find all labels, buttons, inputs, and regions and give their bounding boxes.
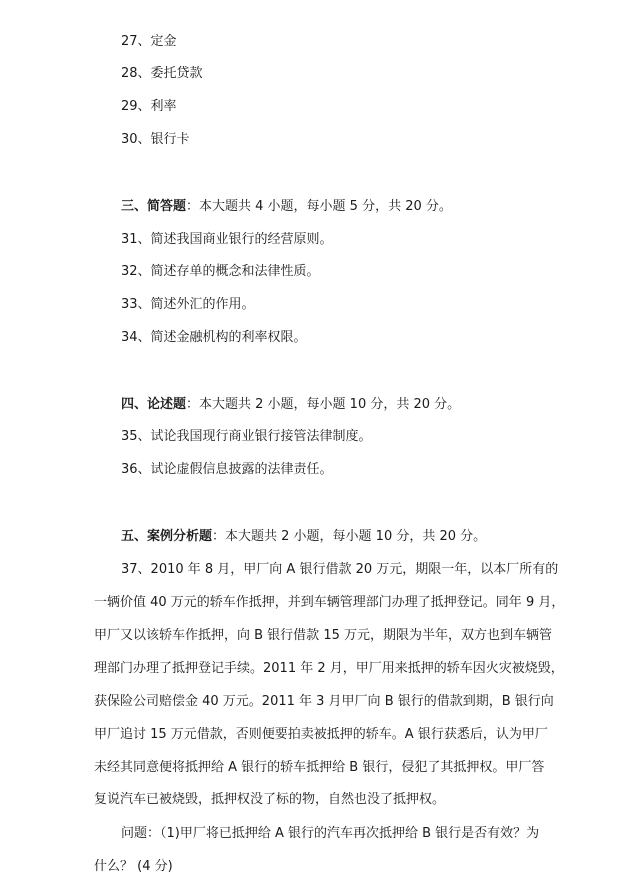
case-text-line: 甲厂追讨 15 万元借款，否则便要拍卖被抵押的轿车。A 银行获悉后，认为甲厂 [94, 727, 548, 742]
case-text-line: 一辆价值 40 万元的轿车作抵押，并到车辆管理部门办理了抵押登记。同年 9 月， [94, 595, 565, 610]
section-description: ：本大题共 4 小题，每小题 5 分，共 20 分。 [186, 199, 452, 214]
term-item: 28、委托贷款 [121, 66, 203, 81]
term-item: 27、定金 [121, 34, 177, 49]
question-item: 36、试论虚假信息披露的法律责任。 [121, 462, 333, 477]
case-text-line: 复说汽车已被烧毁，抵押权没了标的物，自然也没了抵押权。 [94, 792, 446, 807]
section-description: ：本大题共 2 小题，每小题 10 分，共 20 分。 [186, 397, 461, 412]
question-item: 33、简述外汇的作用。 [121, 297, 255, 312]
case-text-line: 获保险公司赔偿金 40 万元。2011 年 3 月甲厂向 B 银行的借款到期，B 银行向 [94, 694, 554, 709]
case-text-line: 未经其同意便将抵押给 A 银行的轿车抵押给 B 银行，侵犯了其抵押权。甲厂答 [94, 760, 545, 775]
section-label: 三、简答题 [121, 199, 187, 214]
section-label: 五、案例分析题 [121, 529, 213, 544]
section-label: 四、论述题 [121, 397, 187, 412]
case-question-line: 什么？ (4 分) [94, 859, 173, 874]
question-item: 31、简述我国商业银行的经营原则。 [121, 232, 333, 247]
section-heading-essay [121, 397, 460, 413]
case-question-line: 问题：（1)甲厂将已抵押给 A 银行的汽车再次抵押给 B 银行是否有效？为 [121, 826, 540, 841]
section-heading-short-answer [121, 199, 452, 215]
section-heading-case-analysis [121, 529, 486, 545]
question-item: 32、简述存单的概念和法律性质。 [121, 264, 320, 279]
case-text-line: 37、2010 年 8 月，甲厂向 A 银行借款 20 万元，期限一年，以本厂所有的 [121, 562, 559, 577]
question-item: 34、简述金融机构的利率权限。 [121, 330, 307, 345]
term-item: 29、利率 [121, 99, 177, 114]
term-item: 30、银行卡 [121, 132, 190, 147]
section-description: ：本大题共 2 小题，每小题 10 分，共 20 分。 [212, 529, 487, 544]
question-item: 35、试论我国现行商业银行接管法律制度。 [121, 429, 372, 444]
case-text-line: 理部门办理了抵押登记手续。2011 年 2 月，甲厂用来抵押的轿车因火灾被烧毁， [94, 661, 564, 676]
case-text-line: 甲厂又以该轿车作抵押，向 B 银行借款 15 万元，期限为半年，双方也到车辆管 [94, 628, 552, 643]
